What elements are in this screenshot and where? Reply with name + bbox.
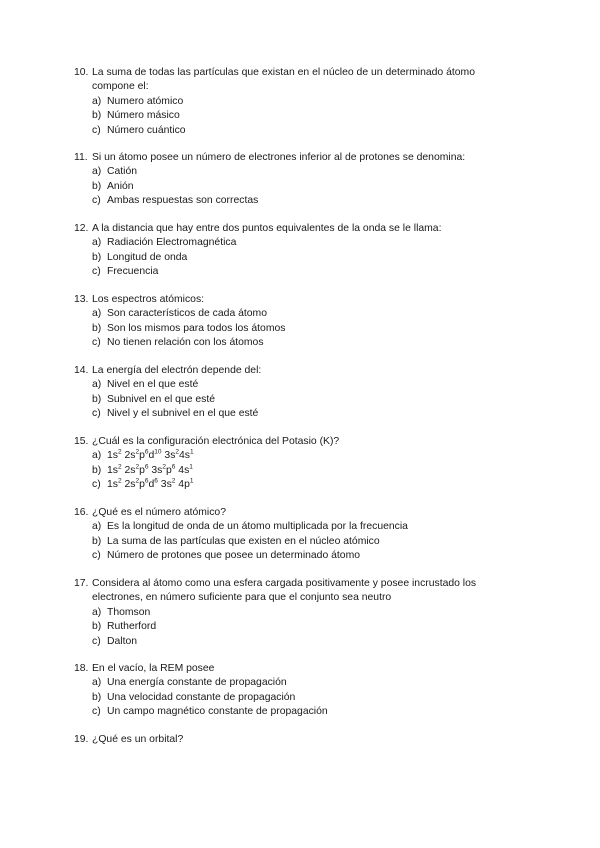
superscript-exponent: 6 [154,477,158,485]
option-b: b) Número másico [92,110,180,122]
superscript-exponent: 1 [190,448,194,456]
question-text: Los espectros atómicos: [92,294,205,305]
option-b: b) Rutherford [92,621,157,633]
option-a: a) Catión [92,166,138,178]
superscript-exponent: 6 [144,448,149,456]
question-16 [74,506,534,564]
option-c: c) Número cuántico [92,124,186,136]
question-text: La suma de todas las partículas que existan en el núcleo de un determinado átomo [92,67,475,78]
question-text: ¿Qué es el número atómico? [92,507,226,518]
question-text: La energía del electrón depende del: [92,365,262,376]
question-text: Si un átomo posee un número de electrones inferior al de protones se denomina: [92,152,466,163]
question-number: 11. [74,152,88,163]
option-c: c) $1s^2$ $2s^2p^6d^6$ $3s^2$ $4p^1$ [92,477,194,491]
superscript-exponent: 6 [144,477,149,485]
question-12 [74,222,534,280]
superscript-exponent: 2 [135,477,140,485]
superscript-exponent: 2 [162,463,167,471]
question-text-continued: electrones, en número suficiente para que el conjunto sea neutro [92,592,392,604]
question-number: 13. [74,294,89,305]
electron-configuration: $1s^2$ $2s^2p^6d^{10}$ $3s^24s^1$ [107,448,194,462]
option-b: b) Una velocidad constante de propagación [92,691,296,703]
question-text: En el vacío, la REM posee [92,663,215,674]
question-19 [74,733,534,747]
option-b: b) Anión [92,180,134,192]
superscript-exponent: 2 [135,448,140,456]
superscript-exponent: 2 [171,477,176,485]
option-b: b) La suma de las partículas que existen en el núcleo atómico [92,535,380,547]
option-a: a) $1s^2$ $2s^2p^6d^{10}$ $3s^24s^1$ [92,448,194,462]
option-c: c) Nivel y el subnivel en el que esté [92,408,259,420]
question-text: ¿Cuál es la configuración electrónica del Potasio (K)? [92,436,340,447]
question-number: 17. [74,578,89,589]
option-a: a) Nivel en el que esté [92,379,199,391]
question-18 [74,662,534,720]
question-14 [74,364,534,422]
option-b: b) Longitud de onda [92,251,188,263]
superscript-exponent: 2 [117,463,122,471]
question-13 [74,293,534,351]
question-10 [74,66,534,138]
option-c: c) Número de protones que posee un determinado átomo [92,550,361,562]
question-number: 14. [74,365,89,376]
option-c: c) Frecuencia [92,266,159,278]
option-a: a) Thomson [92,606,151,618]
superscript-exponent: 2 [117,477,122,485]
option-a: a) Una energía constante de propagación [92,677,287,689]
superscript-exponent: 2 [135,463,140,471]
superscript-exponent: 10 [154,448,162,456]
question-number: 19. [74,734,89,745]
question-text: A la distancia que hay entre dos puntos equivalentes de la onda se le llama: [92,223,442,234]
question-number: 18. [74,663,89,674]
question-number: 10. [74,67,89,78]
question-11 [74,151,534,209]
superscript-exponent: 2 [175,448,180,456]
option-b: b) Subnivel en el que esté [92,393,216,405]
option-a: a) Son característicos de cada átomo [92,308,267,320]
option-a: a) Numero atómico [92,95,184,107]
option-a: a) Radiación Electromagnética [92,237,237,249]
question-15 [74,435,534,493]
question-text: Considera al átomo como una esfera cargada positivamente y posee incrustado los [92,578,477,589]
option-c: c) No tienen relación con los átomos [92,337,264,349]
option-b: b) $1s^2$ $2s^2p^6$ $3s^2p^6$ $4s^1$ [92,463,193,476]
option-c: c) Dalton [92,635,138,647]
question-text: ¿Qué es un orbital? [92,734,184,745]
option-c: c) Un campo magnético constante de propagación [92,706,328,718]
question-number: 16. [74,507,89,518]
superscript-exponent: 2 [117,448,122,456]
question-number: 15. [74,436,89,447]
question-17 [74,577,534,649]
question-text-continued: compone el: [92,81,149,93]
option-c: c) Ambas respuestas son correctas [92,195,259,207]
superscript-exponent: 6 [171,463,176,471]
question-number: 12. [74,223,89,234]
option-b: b) Son los mismos para todos los átomos [92,322,286,334]
electron-configuration: $1s^2$ $2s^2p^6$ $3s^2p^6$ $4s^1$ [107,463,193,476]
electron-configuration: $1s^2$ $2s^2p^6d^6$ $3s^2$ $4p^1$ [107,477,194,491]
superscript-exponent: 6 [144,463,149,471]
superscript-exponent: 1 [189,477,194,485]
superscript-exponent: 1 [189,463,193,471]
option-a: a) Es la longitud de onda de un átomo multiplicada por la frecuencia [92,521,408,533]
